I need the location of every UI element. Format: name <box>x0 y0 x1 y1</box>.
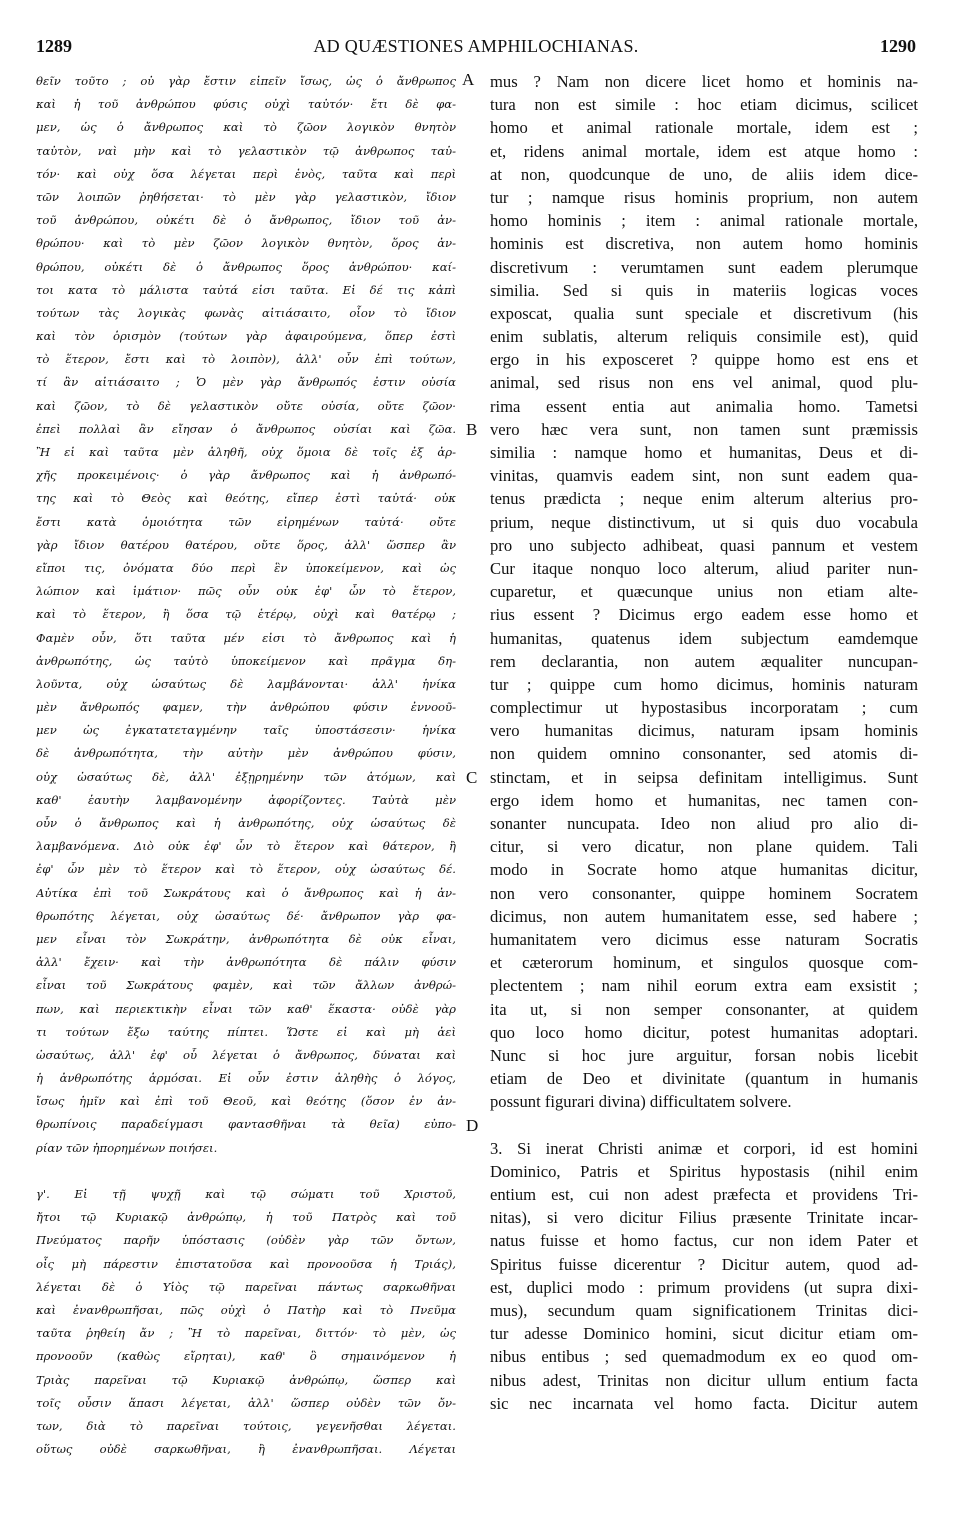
latin-text-line: vinitas, quamvis eadem sint, non sunt eadem qua- <box>490 466 918 486</box>
greek-text-line: Φαμὲν οὖν, ὅτι ταῦτα μέν εἰσι τὸ ἄνθρωπος καὶ ἡ <box>36 630 456 645</box>
latin-text-line: plectentem ; nam nihil eorum extra eam exsistit ; <box>490 976 918 996</box>
latin-text-line: est, duplici modo : primum providens (ut supra dixi- <box>490 1277 918 1297</box>
greek-text-line: λοῦντα, οὐχ ὡσαύτως δὲ λαμβάνονται· ἀλλ' ἡνίκα <box>36 676 456 691</box>
latin-text-line: ergo idem homo et humanitas, nec tamen con- <box>490 790 918 810</box>
latin-text-line: Cur itaque nonquo loco alterum, aliud pariter nun- <box>490 558 918 578</box>
greek-text-line: οὐχ ὡσαύτως δὲ, ἀλλ' ἐξῃρημένην τῶν ἀτόμων, καὶ <box>36 769 456 784</box>
latin-text-line: animal, sed risus non ens vel animal, quod plu- <box>490 373 918 393</box>
latin-text-line: mus), secundum quam significationem Trinitas dici- <box>490 1300 918 1320</box>
greek-text-line: τούτων τὰς λογικὰς φωνὰς αἰτιάσαιτο, οἷον τὸ ἴδιον <box>36 305 456 320</box>
greek-text-line: τῶν λοιπῶν ῥηθήσεται· τὸ μὲν γὰρ γελαστικὸν, ἴδιον <box>36 189 456 204</box>
latin-text-line: nibus entibus ; sed quemadmodum ex eo quod om- <box>490 1347 918 1367</box>
page-number-left: 1289 <box>36 36 72 56</box>
latin-text-line: mus ? Nam non dicere licet homo et hominis na- <box>490 72 918 91</box>
latin-text-line: citur, si vero dicatur, non plane quidem. Tali <box>490 837 918 857</box>
greek-text-line: Τριὰς παρεῖναι τῷ Κυριακῷ ἀνθρώπῳ, ὥσπερ καὶ <box>36 1372 456 1387</box>
latin-text-line: non quidem omnino consonanter, sed atomis di- <box>490 744 918 764</box>
margin-letter-c: C <box>466 768 478 787</box>
greek-text-line: τι τούτων ἔξω ταύτης πίπτει. Ὥστε εἰ καὶ μὴ ἀεὶ <box>36 1024 456 1039</box>
greek-text-line: ἀνθρωπότης, ὡς ταὐτὸ ὑποκείμενον καὶ πρᾶγμα δη- <box>36 653 456 668</box>
latin-text-line: nibus adest, Trinitas non dicitur ullum entium facta <box>490 1370 918 1390</box>
latin-text-line: tura non est simile : hoc etiam dicimus, scilicet <box>490 95 918 115</box>
latin-text-line: tur ; namque risus hominis proprium, non autem <box>490 187 918 207</box>
greek-text-line: καὶ ἐνανθρωπῆσαι, πῶς οὐχὶ ὁ Πατὴρ καὶ τὸ Πνεῦμα <box>36 1302 456 1317</box>
greek-text-line: των, διὰ τὸ παρεῖναι τούτοις, γεγενῆσθαι λέγεται. <box>36 1418 456 1433</box>
greek-text-line: ἔστι κατὰ ὁμοιότητα τῶν εἰρημένων ταὐτά· οὔτε <box>36 514 456 529</box>
greek-text-line: Αὐτίκα ἐπὶ τοῦ Σωκράτους καὶ ὁ ἄνθρωπος καὶ ἡ ἀν- <box>36 885 456 900</box>
latin-text-line: etiam de Deo et divinitate (quantum in humanis <box>490 1069 918 1089</box>
latin-column <box>490 70 918 1415</box>
greek-text-line: ρίαν τῶν ἠπορημένων ποιήσει. <box>36 1140 218 1155</box>
greek-text-line: πων, καὶ περιεκτικὴν εἶναι τῶν καθ' ἕκαστα· οὐδὲ γὰρ <box>36 1001 456 1016</box>
latin-text-line: exposcat, qualia sunt speciale et discretivum (his <box>490 303 918 323</box>
latin-text-line: vero hæc vera sunt, non tamen sunt præmissis <box>490 419 918 439</box>
latin-text-line: homo hominis ; item : animal rationale mortale, <box>490 211 918 231</box>
greek-text-line: ἤτοι τῷ Κυριακῷ ἀνθρώπῳ, ἡ τοῦ Πατρὸς καὶ τοῦ <box>36 1210 456 1225</box>
greek-text-line: τί ἂν αἰτιάσαιτο ; Ὁ μὲν γὰρ ἄνθρωπός ἐστιν οὐσία <box>36 375 456 390</box>
greek-text-line: τοι κατα τὸ μάλιστα ταὐτά εἰσι ταῦτα. Εἰ δέ τις κἀπὶ <box>36 282 456 297</box>
latin-text-line: rius essent ? Dicimus ergo eadem esse homo et <box>490 605 918 625</box>
margin-letter-b: B <box>466 420 478 439</box>
greek-text-line: θρώπου, οὐκέτι δὲ ὁ ἄνθρωπος ὅρος ἀνθρώπου· καί- <box>36 259 456 274</box>
greek-text-line: ἴσως ἡμῖν καὶ ἐπὶ τοῦ Θεοῦ, καὶ θεότης (ὅσον ἐν ἀν- <box>36 1094 456 1109</box>
greek-text-line: ταὐτὸν, ναὶ μὴν καὶ τὸ γελαστικὸν τῷ ἀνθρωπος ταὐ- <box>36 143 456 158</box>
greek-column <box>36 70 456 1461</box>
latin-text-line: rem declarantia, non autem æqualiter nuncupan- <box>490 651 918 671</box>
greek-text-line: ὡσαύτως, ἀλλ' ἐφ' οὗ λέγεται ὁ ἄνθρωπος, δύναται καὶ <box>36 1047 456 1062</box>
greek-text-line: μεν εἶναι τὸν Σωκράτην, ἀνθρωπότητα δὲ οὐκ εἶναι, <box>36 931 456 946</box>
greek-text-line: εἴποι τις, ὀνόματα δύο περὶ ἓν ὑποκείμενον, καὶ ὡς <box>36 560 456 575</box>
margin-letter-d: D <box>466 1116 479 1135</box>
greek-text-line: γὰρ ἴδιον θατέρου θατέρου, οὔτε ὅρος, ἀλλ' ὥσπερ ἂν <box>36 537 456 552</box>
latin-text-line: hominis est discretiva, non autem homo hominis <box>490 234 918 254</box>
latin-text-line: et, ridens animal mortale, idem est atque homo : <box>490 141 918 161</box>
greek-text-line: ἐπεὶ πολλαὶ ἂν εἴησαν ὁ ἄνθρωπος οὐσίαι καὶ ζῶα. <box>36 421 456 436</box>
latin-text-line: tenus prædicta ; neque enim alterum alterius pro- <box>490 489 918 509</box>
greek-text-line: ἐφ' ὧν μὲν τὸ ἕτερον καὶ τὸ ἕτερον, οὐχ ὡσαύτως δέ. <box>36 862 456 877</box>
latin-text-line: vero humanitas dicimus, naturam ipsam hominis <box>490 721 918 741</box>
latin-text-line: homo et animal rationale mortale, idem est ; <box>490 118 918 138</box>
latin-text-line: at non, quodcunque de uno, de aliis idem dice- <box>490 164 918 184</box>
running-title: AD QUÆSTIONES AMPHILOCHIANAS. <box>313 36 639 56</box>
latin-text-line: enim sublatis, alterum reliquis consimile est), quid <box>490 327 918 347</box>
greek-text-line: δὲ ἀνθρωπότητα, τὴν αὐτὴν μὲν ἀνθρώπου φύσιν, <box>36 746 456 761</box>
greek-text-line: λαμβανόμενα. Διὸ οὐκ ἐφ' ὧν τὸ ἕτερον καὶ θάτερον, ἢ <box>36 839 456 854</box>
greek-text-line: ἀλλ' ἔχειν· καὶ τὴν ἀνθρωπότητα δὲ πάλιν φύσιν <box>36 955 456 970</box>
greek-text-line: τόν· καὶ οὐχ ὅσα λέγεται περὶ ἑνὸς, ταῦτα καὶ περὶ <box>36 166 456 181</box>
greek-text-line: λέγεται δὲ ὁ Υἱὸς τῷ παρεῖναι πάντως σαρκωθῆναι <box>36 1279 456 1294</box>
greek-text-line: προνοοῦν (καθὼς εἴρηται), καθ' ὃ σημαινόμενον ἡ <box>36 1349 456 1364</box>
greek-text-line: τὸ ἕτερον, ἔστι καὶ τὸ λοιπὸν), ἀλλ' οὖν ἐπὶ τούτων, <box>36 352 456 367</box>
latin-text-line: discretivum : verumtamen sunt eadem plerumque <box>490 257 918 277</box>
latin-text-line: modo in Socrate homo atque humanitas dicitur, <box>490 860 918 880</box>
running-header <box>36 36 916 60</box>
latin-text-line: possunt figurari divina) difficultatem solvere. <box>490 1092 792 1112</box>
greek-text-line: θρώπου· καὶ τὸ μὲν ζῶον λογικὸν θνητὸν, ὅρος ἀν- <box>36 236 456 251</box>
greek-section-gap <box>36 1160 456 1183</box>
latin-text-line: tur ; quippe cum homo dicimus, hominis naturam <box>490 674 918 694</box>
greek-text-line: καὶ ἡ τοῦ ἀνθρώπου φύσις οὐχὶ ταὐτόν· ἔτι δὲ φα- <box>36 97 456 112</box>
latin-text-line: similia. Sed si quis in materiis logicas voces <box>490 280 918 300</box>
latin-text-line: complectimur ut hypostasibus incorporatam ; cum <box>490 698 918 718</box>
latin-text-line: ergo in his exposceret ? quippe homo est ens et <box>490 350 918 370</box>
greek-text-line: ἡ ἀνθρωπότης ἁρμόσαι. Εἰ οὖν ἐστιν ἀληθὴς ὁ λόγος, <box>36 1071 456 1086</box>
greek-text-line: τοῖς οὖσιν ἅπασι λέγεται, ἀλλ' ὥσπερ οὐδὲν τῶν ὄν- <box>36 1395 456 1410</box>
greek-text-line: μὲν ἄνθρωπός φαμεν, τὴν ἀνθρώπου φύσιν ἐννοοῦ- <box>36 700 456 715</box>
greek-text-line: οὕτως οὐδὲ σαρκωθῆναι, ἢ ἐνανθρωπῆσαι. Λέγεται <box>36 1442 456 1457</box>
latin-text-line: similia : namque homo et humanitas, Deus et di- <box>490 443 918 462</box>
latin-text-line: natus fuisse et homo factus, cur non idem Pater et <box>490 1231 918 1251</box>
latin-text-line: cuparetur, et quæcunque unius non etiam alte- <box>490 582 918 602</box>
latin-text-line: dicimus, non autem humanitatem esse, sed habere ; <box>490 906 918 926</box>
greek-text-line: θρωπότης λέγεται, οὐχ ὡσαύτως δέ· ἄνθρωπον γὰρ φα- <box>36 908 456 923</box>
greek-text-line: καθ' ἑαυτὴν λαμβανομένην ἀφορίζοντες. Ταὐτὰ μὲν <box>36 792 456 807</box>
greek-text-line: καὶ τὸν ὁρισμὸν (τούτων γὰρ ἀφαιρούμενα, ὅπερ ἐστὶ <box>36 329 456 344</box>
latin-text-line: Nunc si hoc jure arguitur, forsan nobis licebit <box>490 1045 918 1065</box>
greek-text-line: λώπιον καὶ ἱμάτιον· πῶς οὖν οὐκ ἐφ' ὧν τὸ ἕτερον, <box>36 584 456 599</box>
greek-text-line: θρωπίνοις παραδείγμασι φαντασθῆναι τὰ θεῖα) εὐπο- <box>36 1117 456 1132</box>
latin-text-line: 3. Si inerat Christi animæ et corpori, id est homini <box>490 1138 918 1158</box>
latin-text-line: pro uno subjecto adhibeat, quasi pannum et vestem <box>490 535 918 555</box>
greek-text-line: γ'. Εἰ τῇ ψυχῇ καὶ τῷ σώματι τοῦ Χριστοῦ, <box>36 1187 456 1201</box>
greek-text-line: θεῖν τοῦτο ; οὐ γὰρ ἔστιν εἰπεῖν ἴσως, ὡς ὁ ἄνθρωπος <box>36 74 456 88</box>
latin-text-line: tur adesse Dominico homini, sicut dicitur etiam om- <box>490 1324 918 1344</box>
margin-letter-a: A <box>462 70 475 89</box>
greek-text-line: εἶναι τοῦ Σωκράτους φαμὲν, καὶ τῶν ἄλλων ἀνθρώ- <box>36 978 456 993</box>
greek-text-line: οὖν ὁ ἄνθρωπος καὶ ἡ ἀνθρωπότης, οὐχ ὡσαύτως δὲ <box>36 816 456 830</box>
greek-text-line: της καὶ τὸ Θεὸς καὶ θεότης, εἴπερ ἐστὶ ταὐτά· οὐκ <box>36 491 456 506</box>
latin-text-line: Dominico, Patris et Spiritus hypostasis (nihil enim <box>490 1161 918 1181</box>
latin-text-line: entium est, cui non adest præfecta et providens Tri- <box>490 1185 918 1204</box>
latin-text-line: humanitatem vero dicimus esse naturam Socratis <box>490 929 918 949</box>
greek-text-line: μεν, ὡς ὁ ἄνθρωπος καὶ τὸ ζῶον λογικὸν θνητὸν <box>36 120 456 135</box>
latin-text-line: Spiritus fuisse dicerentur ? Dicitur autem, quod ad- <box>490 1254 918 1274</box>
latin-text-line: non vero consonanter, quippe hominem Socratem <box>490 883 918 903</box>
latin-text-line: sic nec incarnata vel homo facta. Dicitur autem <box>490 1393 918 1413</box>
latin-text-line: quo loco homo dicitur, potest humanitas adoptari. <box>490 1022 918 1042</box>
latin-text-line: et cæterorum hominum, et singulos quosque com- <box>490 953 918 973</box>
latin-text-line: prium, neque distinctivum, ut si quis duo vocabula <box>490 512 918 532</box>
page-number-right: 1290 <box>880 36 916 56</box>
greek-text-line: ταῦτα ῥηθείη ἄν ; Ἢ τὸ παρεῖναι, διττόν· τὸ μὲν, ὡς <box>36 1326 456 1341</box>
latin-text-line: nitas), si vero dicitur Filius præsente Trinitate incar- <box>490 1208 918 1228</box>
greek-text-line: χῆς προκειμένοις· ὁ γὰρ ἄνθρωπος καὶ ἡ ἀνθρωπό- <box>36 468 456 483</box>
greek-text-line: καὶ ζῶον, τὸ δὲ γελαστικὸν οὔτε οὐσία, οὔτε ζῶον· <box>36 398 456 413</box>
latin-section-gap <box>490 1113 918 1136</box>
latin-text-line: rima essent entia aut animalia homo. Tametsi <box>490 396 918 416</box>
latin-text-line: sonanter nuncupata. Ideo non aliud pro alio di- <box>490 814 918 833</box>
latin-text-line: ita ut, si non semper consonanter, at quidem <box>490 999 918 1019</box>
latin-text-line: humanitas, quatenus idem subjectum eamdemque <box>490 628 918 648</box>
greek-text-line: Πνεύματος παρῆν ὑπόστασις (οὐδὲν γὰρ τῶν ὄντων, <box>36 1233 456 1248</box>
greek-text-line: καὶ τὸ ἕτερον, ἢ ὅσα τῷ ἑτέρῳ, οὐχὶ καὶ θατέρῳ ; <box>36 607 456 622</box>
greek-text-line: Ἢ εἰ καὶ ταῦτα μὲν ἀληθῆ, οὐχ ὅμοια δὲ τοῖς ἐξ ἀρ- <box>36 445 456 459</box>
greek-text-line: τοῦ ἀνθρώπου, οὐκέτι δὲ ὁ ἄνθρωπος, ἴδιον τοῦ ἀν- <box>36 213 456 228</box>
latin-text-line: stinctam, et in seipsa definitam intelligimus. Sunt <box>490 767 918 787</box>
greek-text-line: οἷς μὴ πάρεστιν ἐπιστατοῦσα καὶ προνοοῦσα ἡ Τριάς), <box>36 1256 456 1271</box>
greek-text-line: μεν ὡς ἐγκατατεταγμένην ταῖς ὑποστάσεσιν· ἡνίκα <box>36 723 456 738</box>
